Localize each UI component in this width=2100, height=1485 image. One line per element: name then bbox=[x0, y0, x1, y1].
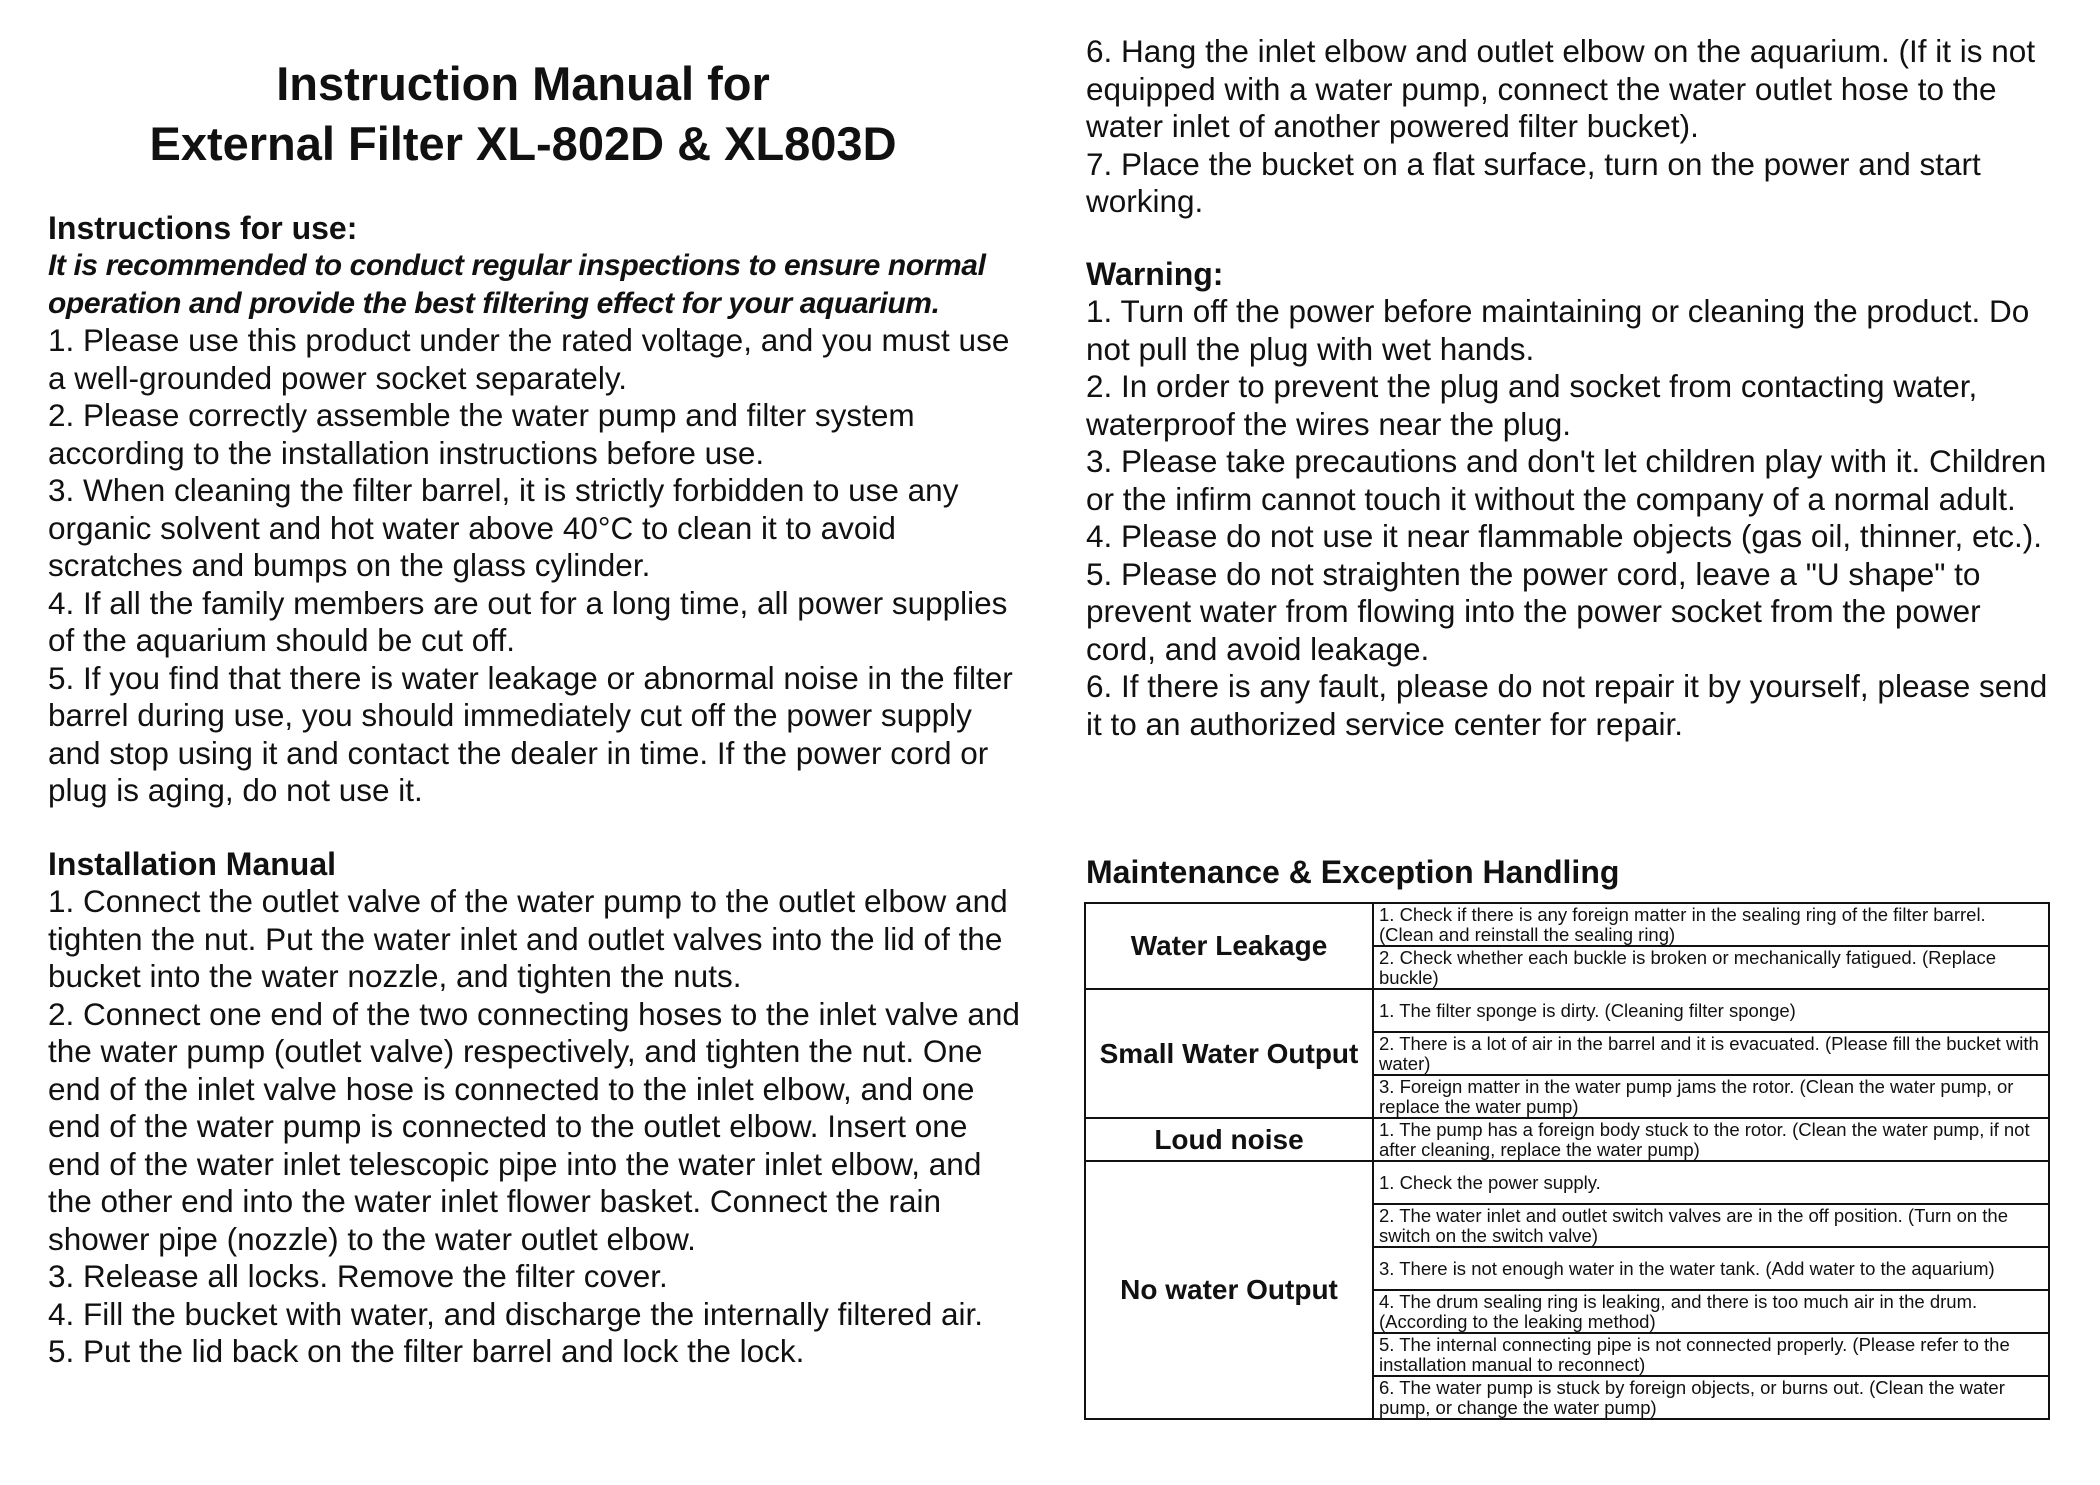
warning-section bbox=[1086, 255, 2051, 743]
table-cell: 1. The filter sponge is dirty. (Cleaning filter sponge) bbox=[1373, 989, 2049, 1032]
installation-heading: Installation Manual bbox=[48, 846, 337, 882]
table-row bbox=[1085, 903, 2049, 946]
warning-item: 5. Please do not straighten the power cord, leave a "U shape" to prevent water from flowing into the power socket from the power cord, and avoid leakage. bbox=[1086, 555, 1981, 667]
maintenance-table bbox=[1084, 902, 2050, 1420]
warning-heading: Warning: bbox=[1086, 256, 1224, 292]
table-row bbox=[1085, 989, 2049, 1032]
instructions-heading: Instructions for use: bbox=[48, 210, 358, 246]
maintenance-heading: Maintenance & Exception Handling bbox=[1086, 854, 1620, 890]
instruction-item: 2. Please correctly assemble the water pump and filter system according to the installation instructions before use. bbox=[48, 397, 915, 471]
table-cell: 3. Foreign matter in the water pump jams the rotor. (Clean the water pump, or replace the water pump) bbox=[1373, 1075, 2049, 1118]
installation-continued bbox=[1086, 33, 2051, 221]
instruction-item: 4. If all the family members are out for a long time, all power supplies of the aquarium should be cut off. bbox=[48, 584, 1008, 658]
installation-item: 1. Connect the outlet valve of the water pump to the outlet elbow and tighten the nut. Put the water inlet and outlet valves into the lid of the bucket into the water nozzle, and tighten the nuts. bbox=[48, 883, 1008, 994]
table-cell: 4. The drum sealing ring is leaking, and there is too much air in the drum. (According to the leaking method) bbox=[1373, 1290, 2049, 1333]
page-title bbox=[48, 54, 998, 174]
table-cell: 5. The internal connecting pipe is not connected properly. (Please refer to the installation manual to reconnect) bbox=[1373, 1333, 2049, 1376]
installation-item: 4. Fill the bucket with water, and discharge the internally filtered air. bbox=[48, 1295, 983, 1332]
installation-item: 3. Release all locks. Remove the filter cover. bbox=[48, 1258, 668, 1294]
warning-item: 2. In order to prevent the plug and socket from contacting water, waterproof the wires near the plug. bbox=[1086, 368, 1978, 442]
instructions-section bbox=[48, 209, 1023, 810]
instructions-intro: It is recommended to conduct regular inspections to ensure normal operation and provide the best filtering effect for your aquarium. bbox=[48, 249, 986, 320]
table-cell: 1. The pump has a foreign body stuck to the rotor. (Clean the water pump, if not after cleaning, replace the water pump) bbox=[1373, 1118, 2049, 1161]
table-row bbox=[1085, 1118, 2049, 1161]
table-cell: 2. The water inlet and outlet switch valves are in the off position. (Turn on the switch on the switch valve) bbox=[1373, 1204, 2049, 1247]
title-line-1: Instruction Manual for bbox=[276, 57, 770, 110]
category-water-leakage: Water Leakage bbox=[1085, 903, 1373, 989]
table-cell: 2. Check whether each buckle is broken or mechanically fatigued. (Replace buckle) bbox=[1373, 946, 2049, 989]
installation-item: 6. Hang the inlet elbow and outlet elbow on the aquarium. (If it is not equipped with a water pump, connect the water outlet hose to the water inlet of another powered filter bucket). bbox=[1086, 33, 2036, 144]
category-loud-noise: Loud noise bbox=[1085, 1118, 1373, 1161]
table-row bbox=[1085, 1161, 2049, 1204]
table-cell: 2. There is a lot of air in the barrel and it is evacuated. (Please fill the bucket with water) bbox=[1373, 1032, 2049, 1075]
table-cell: 1. Check if there is any foreign matter in the sealing ring of the filter barrel. (Clean and reinstall the sealing ring) bbox=[1373, 903, 2049, 946]
table-cell: 3. There is not enough water in the water tank. (Add water to the aquarium) bbox=[1373, 1247, 2049, 1290]
title-line-2: External Filter XL-802D & XL803D bbox=[149, 117, 897, 170]
category-no-water-output: No water Output bbox=[1085, 1161, 1373, 1419]
installation-section bbox=[48, 845, 1023, 1371]
instruction-item: 3. When cleaning the filter barrel, it is strictly forbidden to use any organic solvent and hot water above 40°C to clean it to avoid scratches and bumps on the glass cylinder. bbox=[48, 472, 959, 583]
table-cell: 6. The water pump is stuck by foreign objects, or burns out. (Clean the water pump, or change the water pump) bbox=[1373, 1376, 2049, 1419]
installation-item: 2. Connect one end of the two connecting hoses to the inlet valve and the water pump (outlet valve) respectively, and tighten the nut. One end of the inlet valve hose is connected to the inlet elbow, and one end of the water pump is connected to the outlet elbow. Insert one end of the water inlet telescopic pipe into the water inlet elbow, and the other end into the water inlet flower basket. Connect the rain shower pipe (nozzle) to the water outlet elbow. bbox=[48, 995, 1020, 1257]
warning-item: 6. If there is any fault, please do not repair it by yourself, please send it to an authorized service center for repair. bbox=[1086, 668, 2048, 742]
instruction-item: 1. Please use this product under the rated voltage, and you must use a well-grounded power socket separately. bbox=[48, 322, 1010, 396]
instruction-item: 5. If you find that there is water leakage or abnormal noise in the filter barrel during use, you should immediately cut off the power supply and stop using it and contact the dealer in time. If the power cord or plug is aging, do not use it. bbox=[48, 659, 1013, 808]
warning-item: 3. Please take precautions and don't let children play with it. Children or the infirm cannot touch it without the company of a normal adult. bbox=[1086, 443, 2047, 517]
warning-item: 1. Turn off the power before maintaining or cleaning the product. Do not pull the plug with wet hands. bbox=[1086, 293, 2030, 367]
installation-item: 7. Place the bucket on a flat surface, turn on the power and start working. bbox=[1086, 145, 1981, 219]
category-small-water-output: Small Water Output bbox=[1085, 989, 1373, 1118]
installation-item: 5. Put the lid back on the filter barrel and lock the lock. bbox=[48, 1333, 805, 1369]
table-cell: 1. Check the power supply. bbox=[1373, 1161, 2049, 1204]
warning-item: 4. Please do not use it near flammable objects (gas oil, thinner, etc.). bbox=[1086, 518, 2043, 554]
